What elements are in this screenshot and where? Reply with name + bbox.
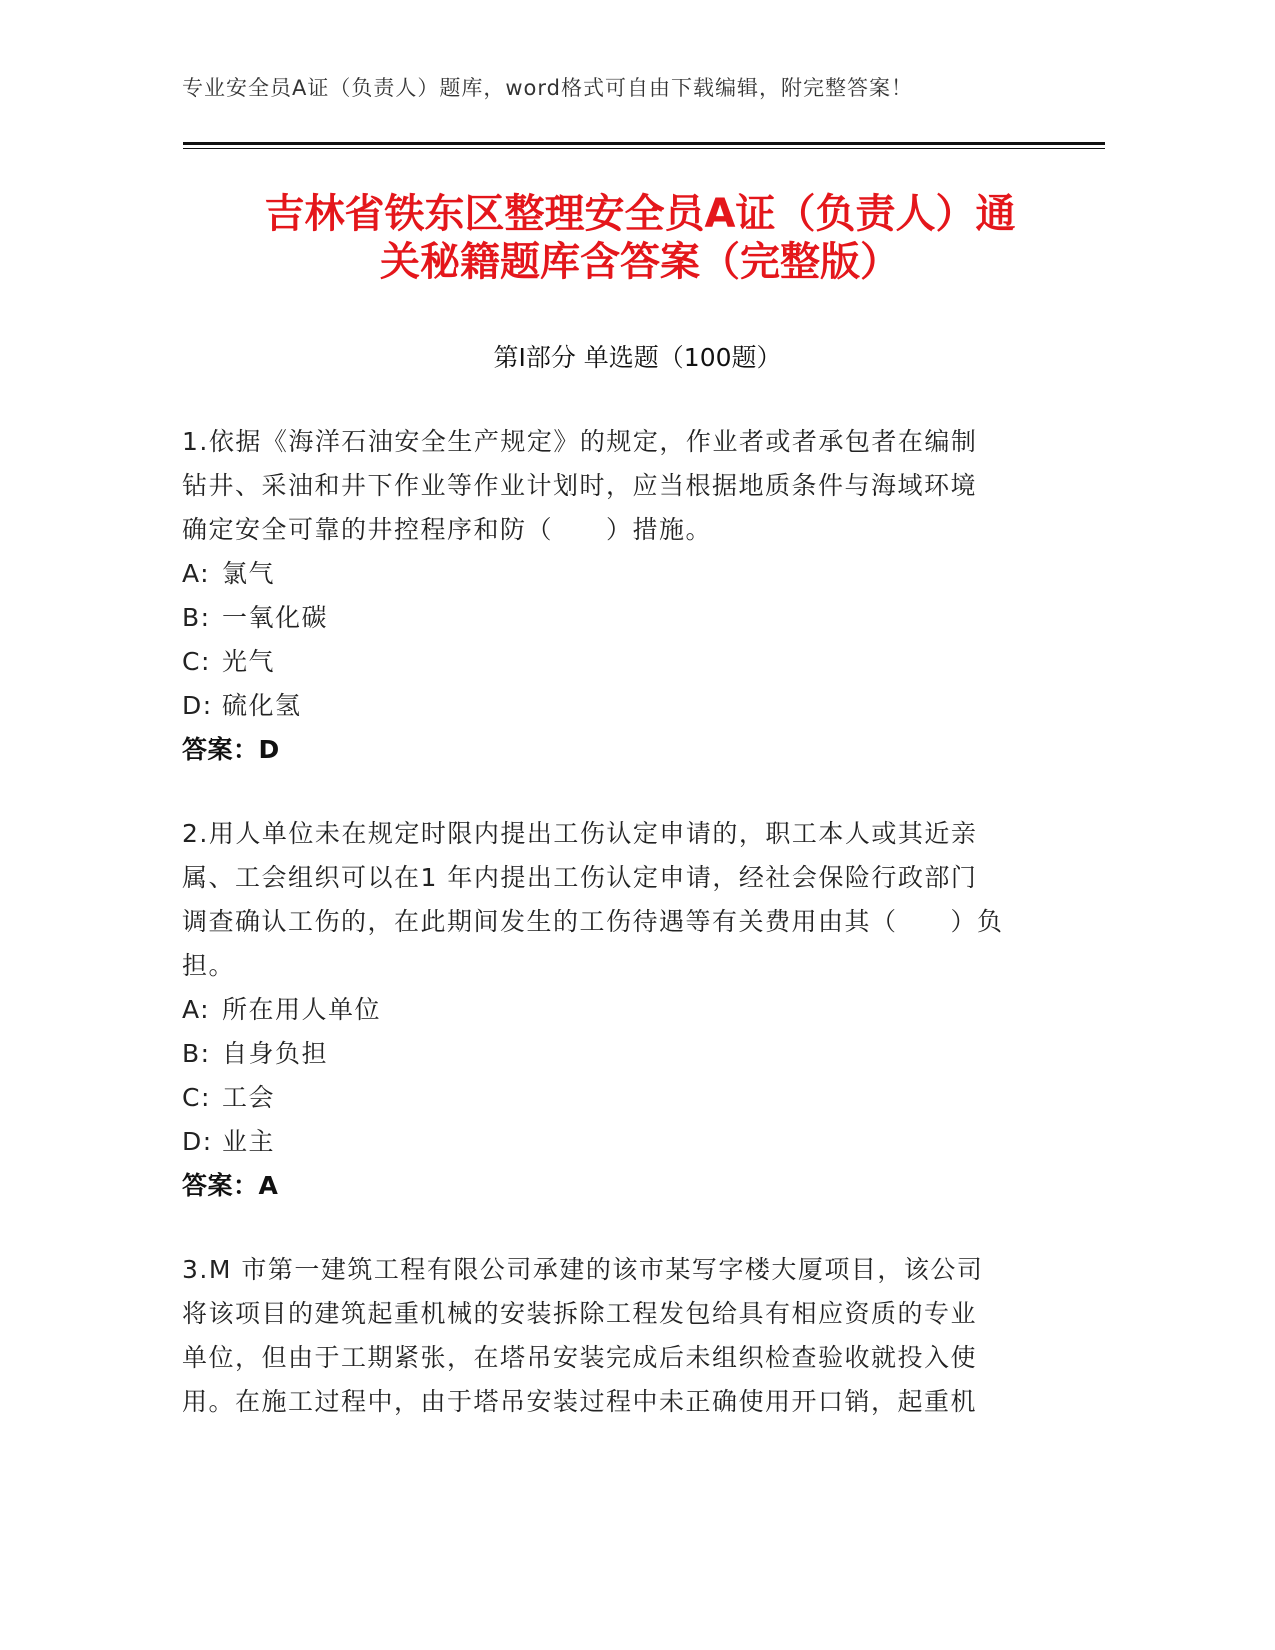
document-title-line-1: 吉林省铁东区整理安全员A证（负责人）通 [264,191,1016,237]
question-2-line-1: 2.用人单位未在规定时限内提出工伤认定申请的，职工本人或其近亲 [182,819,978,848]
question-2-option-b [182,1032,1042,1076]
question-1-option-a [182,552,1042,596]
option-letter: D: [182,1127,213,1156]
option-letter: D: [182,691,213,720]
question-3 [182,1248,1042,1424]
question-2-line-2: 属、工会组织可以在1 年内提出工伤认定申请，经社会保险行政部门 [182,863,978,892]
question-1-line-2: 钻井、采油和井下作业等作业计划时，应当根据地质条件与海域环境 [182,471,978,500]
option-text: 光气 [222,647,276,676]
question-1-option-b [182,596,1042,640]
option-letter: B: [182,1039,211,1068]
header-rule-thick [183,142,1105,145]
header-rule-thin [183,148,1105,149]
option-letter: C: [182,647,211,676]
question-3-line-4: 用。在施工过程中，由于塔吊安装过程中未正确使用开口销，起重机 [182,1387,978,1416]
option-letter: A: [182,995,211,1024]
option-text: 氯气 [222,559,276,588]
question-2 [182,812,1042,1208]
question-1-line-3: 确定安全可靠的井控程序和防（ ）措施。 [182,515,713,544]
question-1-answer: 答案：D [182,735,280,764]
question-1-line-1: 1.依据《海洋石油安全生产规定》的规定，作业者或者承包者在编制 [182,427,978,456]
option-text: 工会 [222,1083,276,1112]
question-1-option-d [182,684,1042,728]
option-text: 业主 [222,1127,276,1156]
page-header-text: 专业安全员A证（负责人）题库，word格式可自由下载编辑，附完整答案！ [182,76,913,100]
option-text: 硫化氢 [222,691,302,720]
document-title-line-2: 关秘籍题库含答案（完整版） [380,239,900,285]
option-letter: B: [182,603,211,632]
question-3-line-3: 单位，但由于工期紧张，在塔吊安装完成后未组织检查验收就投入使 [182,1343,978,1372]
option-text: 一氧化碳 [222,603,329,632]
section-title: 第Ⅰ部分 单选题（100题） [493,343,782,372]
option-letter: A: [182,559,211,588]
option-letter: C: [182,1083,211,1112]
question-1 [182,420,1042,772]
question-2-line-4: 担。 [182,951,236,980]
question-1-option-c [182,640,1042,684]
question-2-answer: 答案：A [182,1171,279,1200]
question-3-line-2: 将该项目的建筑起重机械的安装拆除工程发包给具有相应资质的专业 [182,1299,978,1328]
question-3-line-1: 3.M 市第一建筑工程有限公司承建的该市某写字楼大厦项目，该公司 [182,1255,984,1284]
question-2-option-d [182,1120,1042,1164]
document-title [140,190,1140,286]
question-2-option-c [182,1076,1042,1120]
option-text: 自身负担 [222,1039,329,1068]
question-2-option-a [182,988,1042,1032]
option-text: 所在用人单位 [222,995,382,1024]
question-2-line-3: 调查确认工伤的，在此期间发生的工伤待遇等有关费用由其（ ）负 [182,907,1004,936]
